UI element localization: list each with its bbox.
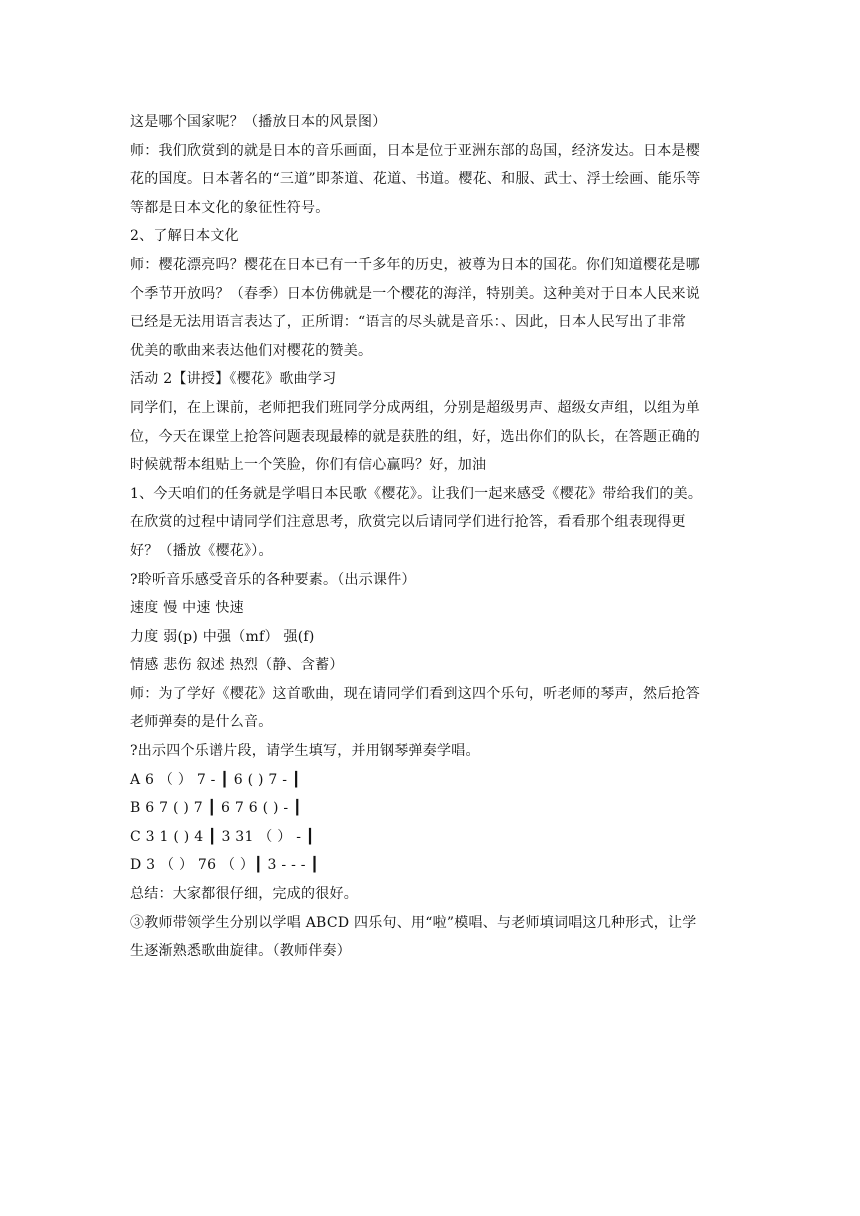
summary-line: 总结：大家都很仔细，完成的很好。 [130, 886, 358, 903]
text-line: 等都是日本文化的象征性符号。 [130, 199, 330, 216]
text-line: 已经是无法用语言表达了，正所谓：“语言的尽头就是音乐：、因此，日本人民写出了非常 [130, 314, 687, 331]
text-line: 优美的歌曲来表达他们对樱花的赞美。 [130, 342, 373, 359]
text-line: 生逐渐熟悉歌曲旋律。（教师伴奏） [130, 943, 351, 960]
notation-line-a: A 6 （ ） 7 - ┃ 6 ( ) 7 - ┃ [130, 771, 301, 788]
notation-line-b: B 6 7 ( ) 7 ┃ 6 7 6 ( ) - ┃ [130, 800, 302, 817]
document-body [130, 108, 742, 966]
notation-line-c: C 3 1 ( ) 4 ┃ 3 31 （ ） - ┃ [130, 828, 315, 845]
text-line: 师：樱花漂亮吗？樱花在日本已有一千多年的历史，被尊为日本的国花。你们知道樱花是哪 [130, 256, 700, 273]
text-line: ③教师带领学生分别以学唱 ABCD 四乐句、用“啦”模唱、与老师填词唱这几种形式，让学 [130, 914, 697, 931]
text-line: 老师弹奏的是什么音。 [130, 714, 273, 731]
text-line: 师：我们欣赏到的就是日本的音乐画面，日本是位于亚洲东部的岛国，经济发达。日本是樱 [130, 142, 700, 159]
text-line: 1、今天咱们的任务就是学唱日本民歌《樱花》。让我们一起来感受《樱花》带给我们的美。 [130, 485, 703, 502]
text-line: ?聆听音乐感受音乐的各种要素。（出示课件） [130, 571, 416, 588]
emotion-line: 情感 悲伤 叙述 热烈（静、含蓄） [130, 657, 344, 674]
text-line: 好？（播放《樱花》）。 [130, 542, 273, 559]
section-heading: 2、了解日本文化 [130, 228, 239, 245]
tempo-line: 速度 慢 中速 快速 [130, 600, 244, 617]
activity-heading: 活动 2【讲授】《樱花》歌曲学习 [130, 371, 337, 388]
text-line: 在欣赏的过程中请同学们注意思考，欣赏完以后请同学们进行抢答，看看那个组表现得更 [130, 514, 686, 531]
text-line: 花的国度。日本著名的“三道”即茶道、花道、书道。樱花、和服、武士、浮士绘画、能乐等 [130, 171, 701, 188]
text-line: 位，今天在课堂上抢答问题表现最棒的就是获胜的组，好，选出你们的队长，在答题正确的 [130, 428, 700, 445]
text-line: 师：为了学好《樱花》这首歌曲，现在请同学们看到这四个乐句，听老师的琴声，然后抢答 [130, 685, 700, 702]
dynamics-line: 力度 弱(p) 中强（mf） 强(f) [130, 628, 315, 645]
text-line: ?出示四个乐谱片段，请学生填写，并用钢琴弹奏学唱。 [130, 743, 480, 760]
text-line: 时候就帮本组贴上一个笑脸，你们有信心赢吗？好，加油 [130, 457, 487, 474]
text-line: 个季节开放吗？（春季）日本仿佛就是一个樱花的海洋，特别美。这种美对于日本人民来说 [130, 285, 700, 302]
notation-line-d: D 3 （ ） 76 （ ）┃ 3 - - - ┃ [130, 857, 320, 874]
text-line: 同学们，在上课前，老师把我们班同学分成两组，分别是超级男声、超级女声组，以组为单 [130, 399, 700, 416]
text-line: 这是哪个国家呢？（播放日本的风景图） [130, 114, 387, 130]
